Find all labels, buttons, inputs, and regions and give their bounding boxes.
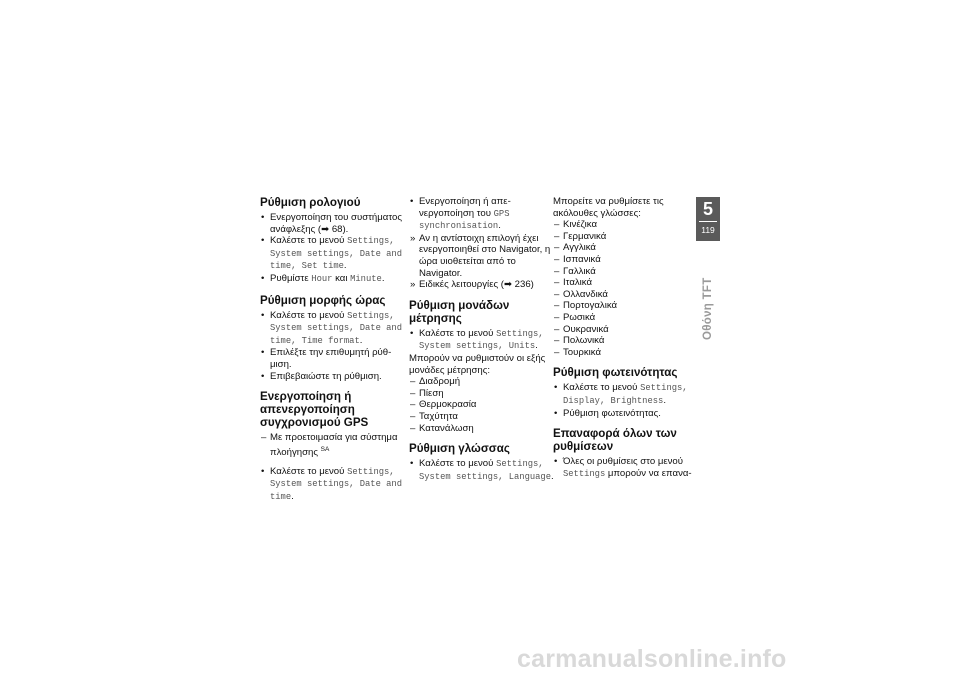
- section-time-format: [260, 294, 405, 383]
- bullet-marker: •: [410, 458, 414, 470]
- heading-reset: Επαναφορά όλων των ρυθμίσεων: [553, 427, 677, 454]
- item-text: μπορούν να επανα-: [605, 467, 692, 479]
- item-text: Ενεργοποίηση ή απε- νεργοποίηση του: [419, 196, 511, 219]
- period: .: [498, 220, 501, 232]
- dash-item: [553, 231, 698, 243]
- item-text: Καλέστε το μενού: [563, 382, 641, 394]
- bullet-item: [260, 235, 405, 273]
- dash-marker: –: [554, 335, 560, 347]
- menu-option: Minute: [350, 273, 382, 284]
- period: .: [535, 340, 538, 352]
- dash-marker: –: [554, 253, 560, 265]
- item-text: Ρωσικά: [563, 311, 596, 323]
- bullet-item: [553, 382, 698, 407]
- bullet-item: [260, 212, 405, 235]
- item-text: Καλέστε το μενού: [419, 327, 497, 339]
- heading-language: Ρύθμιση γλώσσας: [409, 442, 510, 456]
- section-clock: [260, 196, 405, 286]
- dash-marker: –: [554, 219, 560, 231]
- item-text: Αν η αντίστοιχη επιλογή έχει ενεργοποιηθεί στο Navigator, η ώρα υιοθετείται από το Navigator.: [419, 232, 551, 279]
- item-text: Πολωνικά: [563, 335, 605, 347]
- dash-item: [553, 242, 698, 254]
- chapter-tab: [696, 197, 720, 241]
- bullet-item: [260, 466, 405, 504]
- dash-marker: –: [554, 265, 560, 277]
- item-text: Πορτογαλικά: [563, 300, 618, 312]
- item-text: Καλέστε το μενού: [419, 458, 497, 470]
- dash-item: [553, 289, 698, 301]
- period: .: [291, 490, 294, 502]
- item-text: Πίεση: [419, 387, 444, 399]
- bullet-marker: •: [261, 309, 265, 321]
- item-text: Γερμανικά: [563, 230, 607, 242]
- dash-marker: –: [410, 387, 416, 399]
- heading-time-format: Ρύθμιση μορφής ώρας: [260, 293, 386, 307]
- item-text: Ενεργοποίηση του συστήματος ανάφλεξης (➡ 68).: [270, 212, 402, 235]
- dash-item: [409, 411, 554, 423]
- result-marker: »: [410, 279, 416, 291]
- bullet-marker: •: [261, 370, 265, 382]
- column-3: [550, 196, 698, 488]
- menu-option: Hour: [311, 273, 333, 284]
- bullet-marker: •: [554, 407, 558, 419]
- section-units: [409, 299, 554, 434]
- watermark: carmanualsonline.info: [517, 645, 787, 673]
- dash-marker: –: [554, 277, 560, 289]
- bullet-item: [409, 328, 554, 353]
- period: .: [663, 394, 666, 406]
- item-text: Με προετοιμασία για σύστημα πλοήγησης: [270, 432, 398, 458]
- item-text: Επιβεβαιώστε τη ρύθμιση.: [270, 370, 382, 382]
- item-text: Διαδρομή: [419, 376, 461, 388]
- item-text: Καλέστε το μενού: [270, 309, 348, 321]
- bullet-marker: •: [261, 212, 265, 223]
- item-text: Τουρκικά: [563, 346, 601, 358]
- item-text: Θερμοκρασία: [419, 399, 477, 411]
- heading-gps-sync: Ενεργοποίηση ή απενεργοποίηση συγχρονισμού GPS: [260, 390, 369, 430]
- dash-marker: –: [261, 432, 267, 444]
- languages-intro: Μπορείτε να ρυθμίσετε τις ακόλουθες γλώσσες:: [553, 196, 664, 219]
- languages-list: [553, 219, 698, 358]
- heading-brightness: Ρύθμιση φωτεινότητας: [553, 366, 678, 380]
- dash-item: [409, 423, 554, 435]
- bullet-item: [409, 196, 554, 233]
- section-languages-list: [553, 196, 698, 358]
- period: .: [550, 470, 554, 482]
- item-text: Ρυθμίστε: [270, 272, 312, 284]
- dash-item: [553, 312, 698, 324]
- dash-marker: –: [410, 399, 416, 411]
- menu-path: Settings, System settings, Date and time, Set time: [270, 236, 402, 272]
- item-text: Γαλλικά: [563, 265, 596, 277]
- dash-marker: –: [554, 323, 560, 335]
- result-marker: »: [410, 232, 416, 244]
- bullet-marker: •: [554, 382, 558, 394]
- item-text: Επιλέξτε την επιθυμητή ρύθ- μιση.: [270, 347, 392, 370]
- item-text: Ταχύτητα: [419, 410, 458, 422]
- bullet-item: [260, 310, 405, 348]
- chapter-title: Οθόνη TFT: [702, 277, 714, 340]
- period: .: [381, 272, 385, 284]
- menu-path: Settings: [563, 468, 606, 479]
- bullet-item: [553, 408, 698, 420]
- dash-marker: –: [410, 410, 416, 422]
- dash-item: [553, 277, 698, 289]
- section-gps-sync-cont: [409, 196, 554, 291]
- column-2: [409, 196, 554, 491]
- column-1: [260, 196, 405, 511]
- item-text: Ολλανδικά: [563, 288, 608, 300]
- dash-marker: –: [554, 300, 560, 312]
- bullet-marker: •: [554, 456, 558, 468]
- bullet-marker: •: [261, 465, 265, 477]
- period: .: [343, 260, 347, 272]
- bullet-item: [260, 371, 405, 383]
- menu-path: Settings, System settings, Date and time: [270, 466, 402, 502]
- dash-marker: –: [554, 288, 560, 300]
- bullet-marker: •: [261, 347, 265, 359]
- dash-item: [553, 266, 698, 278]
- period: .: [359, 334, 363, 346]
- section-gps-sync: [260, 390, 405, 503]
- dash-item: [553, 300, 698, 312]
- dash-item: [553, 335, 698, 347]
- item-text: Ουκρανικά: [563, 323, 609, 335]
- dash-item: [553, 219, 698, 231]
- item-text: Ιταλικά: [563, 277, 593, 289]
- dash-item: [409, 399, 554, 411]
- dash-marker: –: [410, 376, 416, 388]
- dash-marker: –: [554, 311, 560, 323]
- menu-path: Settings, System settings, Units: [419, 328, 544, 352]
- section-language: [409, 442, 554, 483]
- item-text: Ρύθμιση φωτεινότητας.: [563, 407, 661, 419]
- bullet-item: [260, 273, 405, 286]
- item-text: Αγγλικά: [563, 242, 596, 254]
- dash-marker: –: [410, 422, 416, 434]
- item-text: Καλέστε το μενού: [270, 235, 348, 247]
- heading-clock: Ρύθμιση ρολογιού: [260, 196, 361, 209]
- dash-marker: –: [554, 230, 560, 242]
- result-item: [409, 279, 554, 291]
- item-text: Καλέστε το μενού: [270, 465, 348, 477]
- bullet-marker: •: [261, 272, 265, 284]
- dash-marker: –: [554, 346, 560, 358]
- bullet-marker: •: [410, 196, 414, 207]
- units-intro: Μπορούν να ρυθμιστούν οι εξής μονάδες μέτρησης:: [409, 352, 546, 376]
- item-text: Όλες οι ρυθμίσεις στο μενού: [563, 456, 684, 468]
- dash-item: [409, 376, 554, 388]
- bullet-item: [260, 347, 405, 370]
- dash-item: [553, 254, 698, 266]
- menu-path: Settings, System settings, Date and time, Time format: [270, 310, 402, 346]
- bullet-item: [550, 456, 698, 482]
- units-list: [409, 376, 554, 434]
- bullet-marker: •: [410, 327, 414, 339]
- chapter-number: 5: [702, 199, 713, 219]
- sa-superscript: SA: [320, 445, 330, 453]
- menu-path: Settings, Display, Brightness: [563, 383, 688, 406]
- dash-item: [409, 388, 554, 400]
- section-reset: [550, 427, 698, 482]
- bullet-item: [409, 458, 554, 483]
- dash-item: [553, 324, 698, 336]
- page-number: 119: [701, 225, 715, 235]
- dash-item: [260, 432, 405, 458]
- item-text: Κατανάλωση: [419, 422, 474, 434]
- menu-option: GPS synchronisation: [419, 208, 510, 232]
- section-brightness: [553, 366, 698, 419]
- result-item: [409, 233, 554, 279]
- bullet-marker: •: [261, 235, 265, 247]
- dash-item: [553, 347, 698, 359]
- item-text: Κινέζικα: [563, 219, 598, 231]
- menu-path: Settings, System settings, Language: [419, 459, 551, 482]
- heading-units: Ρύθμιση μονάδων μέτρησης: [409, 298, 510, 325]
- item-text: Ειδικές λειτουργίες (➡ 236): [419, 279, 534, 291]
- item-text: Ισπανικά: [563, 253, 601, 265]
- dash-marker: –: [554, 242, 560, 254]
- item-text: και: [332, 272, 351, 284]
